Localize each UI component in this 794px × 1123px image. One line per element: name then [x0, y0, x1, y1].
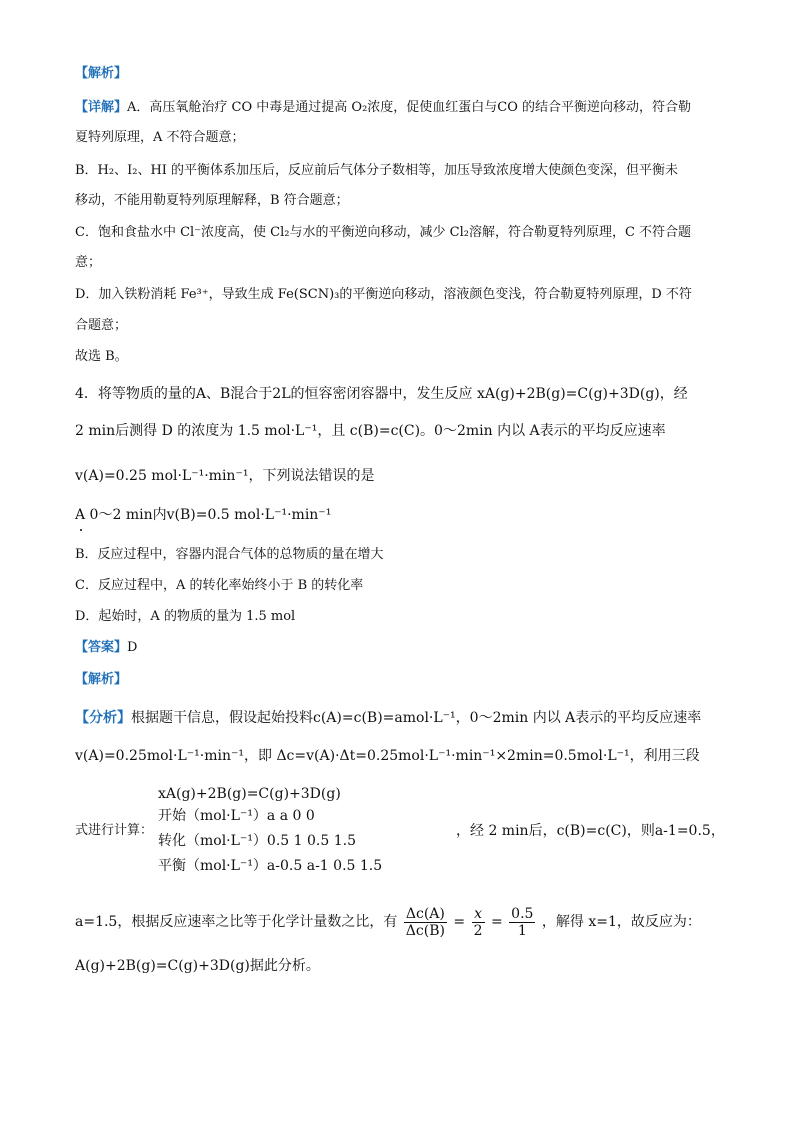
ratio-fraction-value-denominator: 1 [517, 922, 527, 939]
analysis-text-1: 根据题干信息，假设起始投料c(A)=c(B)=amol·L⁻¹，0～2min 内以 A表示的平均反应速率 [131, 710, 702, 726]
ratio-line [75, 900, 701, 944]
detail-line-d1: D．加入铁粉消耗 Fe³⁺，导致生成 Fe(SCN)₃的平衡逆向移动，溶液颜色变浅，符合勒夏特列原理，D 不符 [75, 287, 692, 302]
option-d: D．起始时，A 的物质的量为 1.5 mol [75, 609, 296, 624]
detail-line-a2: 夏特列原理，A 不符合题意； [75, 130, 245, 145]
three-stage-row-change: 转化（mol·L⁻¹）0.5 1 0.5 1.5 [158, 833, 356, 849]
section-label-analysis: 【解析】 [75, 66, 128, 81]
ratio-equals-1: = [453, 914, 466, 930]
ratio-equals-2: = [490, 914, 503, 930]
question-4-line-1: 4．将等物质的量的A、B混合于2L的恒容密闭容器中，发生反应 xA(g)+2B(g)=C(g)+3D(g)，经 [75, 386, 688, 402]
stray-dot [80, 529, 82, 531]
final-reaction-line: A(g)+2B(g)=C(g)+3D(g)据此分析。 [75, 958, 320, 974]
option-a: A 0～2 min内v(B)=0.5 mol·L⁻¹·min⁻¹ [75, 507, 332, 523]
ratio-suffix: ，解得 x=1，故反应为： [541, 914, 701, 930]
detail-line-c1: C．饱和食盐水中 Cl⁻浓度高，使 Cl₂与水的平衡逆向移动，减少 Cl₂溶解，符合勒夏特列原理，C 不符合题 [75, 225, 692, 240]
three-stage-prefix: 式进行计算： [75, 823, 154, 838]
detail-tag: 【详解】 [75, 100, 128, 115]
question-4-line-3: v(A)=0.25 mol·L⁻¹·min⁻¹，下列说法错误的是 [75, 468, 375, 484]
question-4-line-2: 2 min后测得 D 的浓度为 1.5 mol·L⁻¹，且 c(B)=c(C)。0～2min 内以 A表示的平均反应速率 [75, 423, 666, 439]
section-label-analysis-2: 【解析】 [75, 672, 128, 687]
detail-line-b1: B．H₂、I₂、HI 的平衡体系加压后，反应前后气体分子数相等，加压导致浓度增大使颜色变深，但平衡未 [75, 163, 679, 178]
detail-line-b2: 移动，不能用勒夏特列原理解释，B 符合题意； [75, 193, 349, 208]
detail-line-a1 [75, 98, 691, 118]
detail-line-d2: 合题意； [75, 318, 128, 333]
ratio-fraction-dc-denominator: Δc(B) [405, 922, 445, 939]
analysis-line-1 [75, 708, 701, 728]
answer-value: D [127, 640, 138, 655]
ratio-fraction-x-denominator: 2 [473, 922, 483, 939]
ratio-fraction-value-numerator: 0.5 [511, 905, 534, 922]
detail-a-text: A．高压氧舱治疗 CO 中毒是通过提高 O₂浓度，促使血红蛋白与CO 的结合平衡逆向移动，符合勒 [127, 100, 692, 115]
detail-line-c2: 意； [75, 255, 102, 270]
ratio-prefix: a=1.5，根据反应速率之比等于化学计量数之比，有 [75, 914, 398, 930]
option-c: C．反应过程中，A 的转化率始终小于 B 的转化率 [75, 578, 364, 593]
three-stage-row-equilibrium: 平衡（mol·L⁻¹）a-0.5 a-1 0.5 1.5 [158, 858, 383, 874]
ratio-fraction-x [472, 906, 485, 939]
analysis-tag: 【分析】 [75, 710, 131, 726]
three-stage-row-start: 开始（mol·L⁻¹）a a 0 0 [158, 808, 315, 824]
ratio-fraction-value [509, 906, 535, 939]
analysis-line-2: v(A)=0.25mol·L⁻¹·min⁻¹，即 Δc=v(A)·Δt=0.25mol·L⁻¹·min⁻¹×2min=0.5mol·L⁻¹，利用三段 [75, 748, 700, 764]
ratio-fraction-dc [404, 906, 447, 939]
three-stage-equation: xA(g)+2B(g)=C(g)+3D(g) [158, 786, 341, 802]
three-stage-suffix: ，经 2 min后，c(B)=c(C)，则a-1=0.5， [456, 823, 725, 839]
ratio-fraction-x-numerator: x [472, 906, 485, 923]
ratio-fraction-dc-numerator: Δc(A) [404, 906, 447, 923]
detail-conclusion: 故选 B。 [75, 349, 128, 364]
answer-line [75, 638, 137, 658]
option-b: B．反应过程中，容器内混合气体的总物质的量在增大 [75, 547, 384, 562]
answer-tag: 【答案】 [75, 640, 128, 655]
